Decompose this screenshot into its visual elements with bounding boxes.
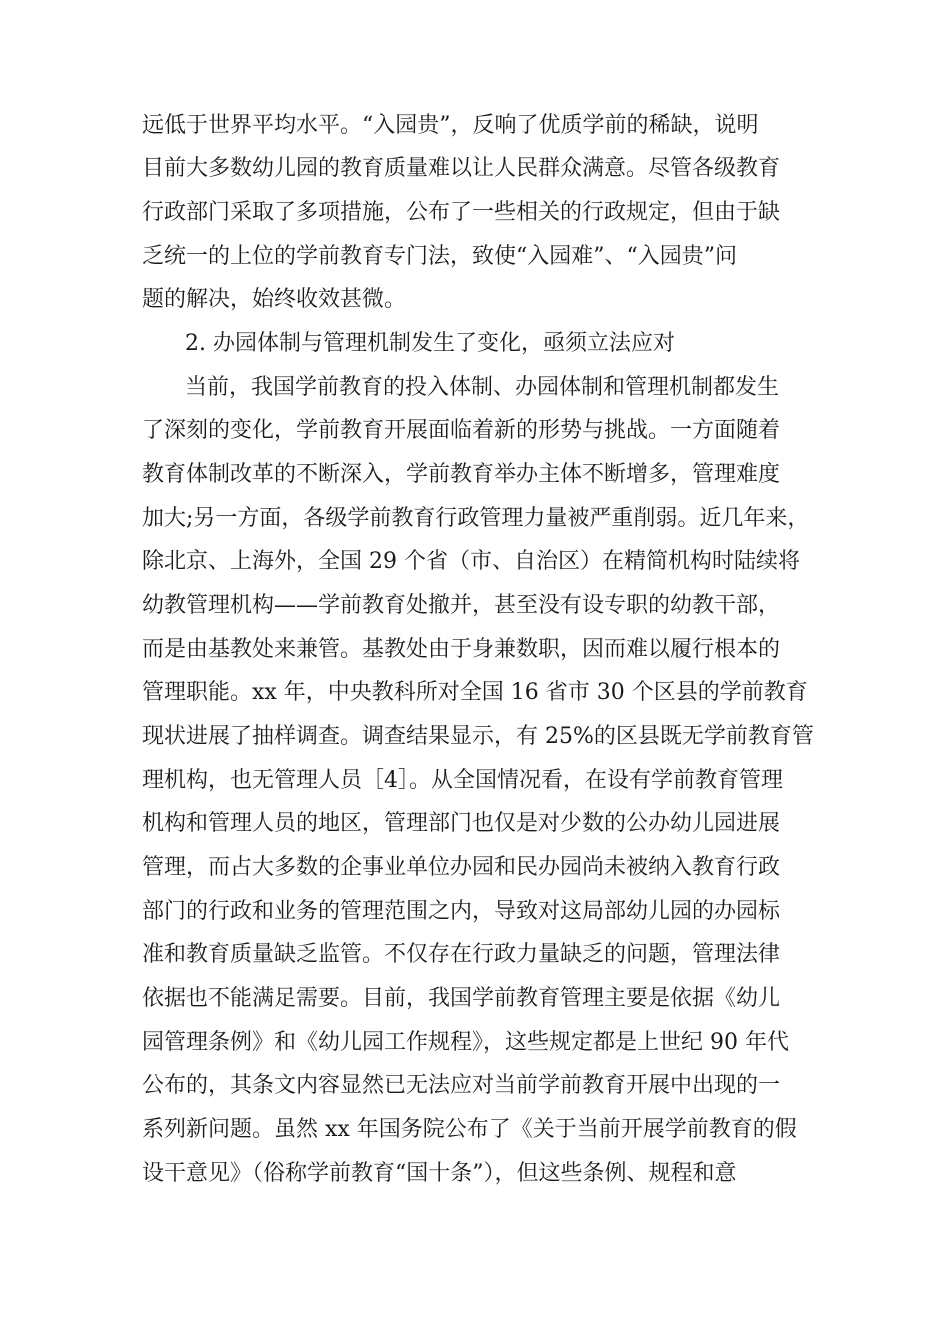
text-line: 乏统一的上位的学前教育专门法，致使“入园难”、“入园贵”问 — [142, 244, 737, 269]
section-heading: 2. 办园体制与管理机制发生了变化，亟须立法应对 — [185, 331, 675, 356]
text-line: 除北京、上海外，全国 29 个省（市、自治区）在精简机构时陆续将 — [142, 549, 800, 574]
text-line: 设干意见》（俗称学前教育“国十条”），但这些条例、规程和意 — [142, 1161, 737, 1186]
text-line: 准和教育质量缺乏监管。不仅存在行政力量缺乏的问题，管理法律 — [142, 942, 781, 967]
text-line: 远低于世界平均水平。“入园贵”，反响了优质学前的稀缺，说明 — [142, 113, 759, 138]
text-line: 而是由基教处来兼管。基教处由于身兼数职，因而难以履行根本的 — [142, 637, 781, 662]
text-line: 当前，我国学前教育的投入体制、办园体制和管理机制都发生 — [185, 375, 780, 400]
text-line: 公布的，其条文内容显然已无法应对当前学前教育开展中出现的一 — [142, 1073, 781, 1098]
text-line: 管理职能。xx 年，中央教科所对全国 16 省市 30 个区县的学前教育 — [142, 680, 808, 705]
text-line: 行政部门采取了多项措施，公布了一些相关的行政规定，但由于缺 — [142, 200, 781, 225]
text-line: 理机构，也无管理人员［4］。从全国情况看，在设有学前教育管理 — [142, 768, 783, 793]
text-line: 幼教管理机构——学前教育处撤并，甚至没有设专职的幼教干部， — [142, 593, 781, 618]
text-line: 机构和管理人员的地区，管理部门也仅是对少数的公办幼儿园进展 — [142, 811, 781, 836]
text-line: 园管理条例》和《幼儿园工作规程》，这些规定都是上世纪 90 年代 — [142, 1030, 789, 1055]
text-line: 题的解决，始终收效甚微。 — [142, 287, 407, 312]
text-line: 了深刻的变化，学前教育开展面临着新的形势与挑战。一方面随着 — [142, 418, 781, 443]
text-line: 目前大多数幼儿园的教育质量难以让人民群众满意。尽管各级教育 — [142, 156, 781, 181]
text-line: 系列新问题。虽然 xx 年国务院公布了《关于当前开展学前教育的假 — [142, 1117, 797, 1142]
text-line: 管理，而占大多数的企事业单位办园和民办园尚未被纳入教育行政 — [142, 855, 781, 880]
text-line: 依据也不能满足需要。目前，我国学前教育管理主要是依据《幼儿 — [142, 986, 781, 1011]
text-line: 教育体制改革的不断深入，学前教育举办主体不断增多，管理难度 — [142, 462, 781, 487]
text-line: 部门的行政和业务的管理范围之内，导致对这局部幼儿园的办园标 — [142, 899, 781, 924]
text-line: 加大;另一方面，各级学前教育行政管理力量被严重削弱。近几年来， — [142, 506, 810, 531]
text-line: 现状进展了抽样调查。调查结果显示，有 25%的区县既无学前教育管 — [142, 724, 814, 749]
